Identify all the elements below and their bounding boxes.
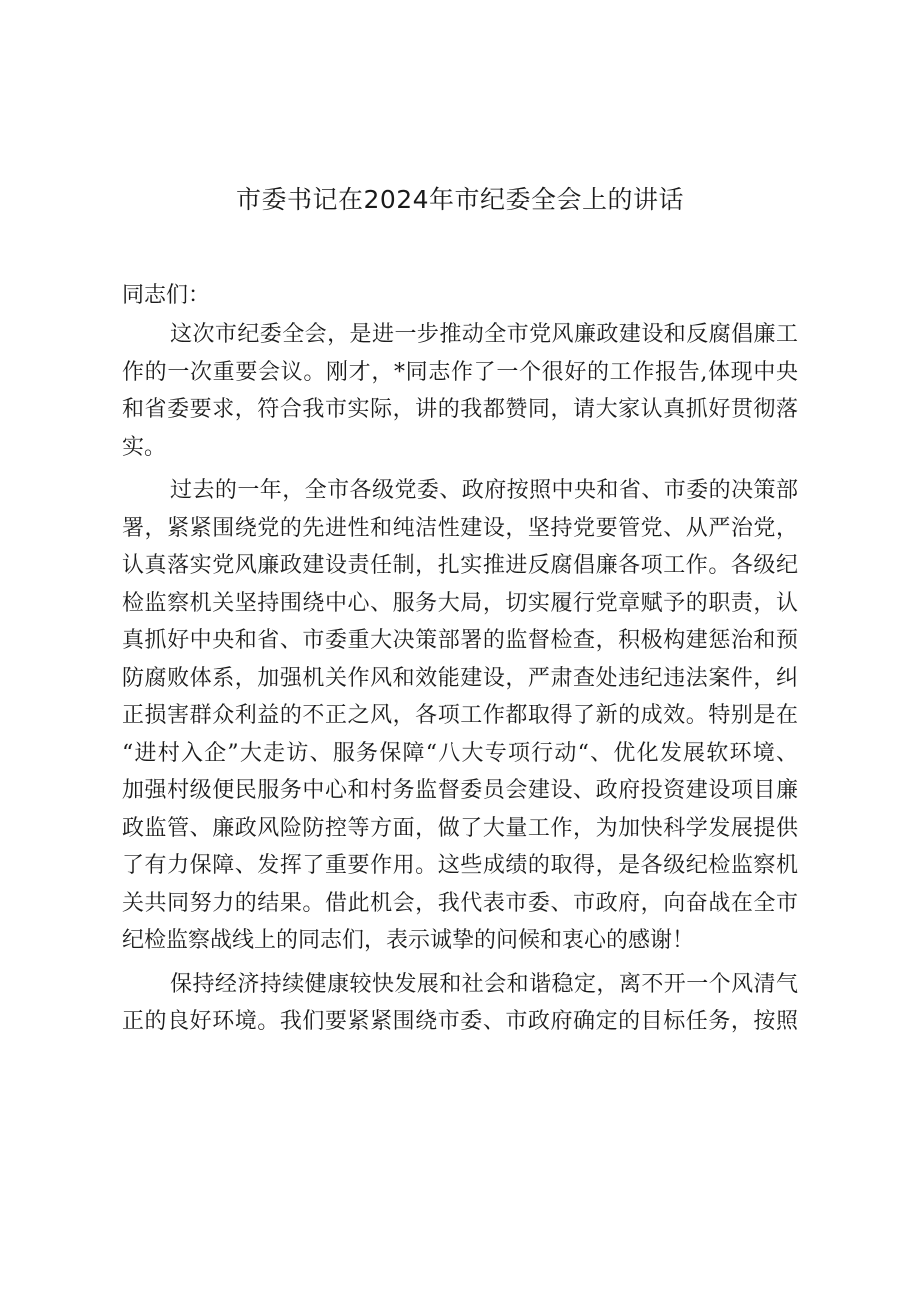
salutation: 同志们： <box>122 283 211 308</box>
paragraph-line: 加强村级便民服务中心和村务监督委员会建设、政府投资建设项目廉 <box>122 778 798 803</box>
paragraph-line: 正的良好环境。我们要紧紧围绕市委、市政府确定的目标任务，按照 <box>122 1009 798 1034</box>
paragraph-line: 关共同努力的结果。借此机会，我代表市委、市政府，向奋战在全市 <box>122 890 798 916</box>
paragraph-3 <box>122 966 798 1041</box>
paragraph-line: 纪检监察战线上的同志们，表示诚挚的问候和衷心的感谢！ <box>122 928 695 953</box>
paragraph-line: 这次市纪委全会，是进一步推动全市党风廉政建设和反腐倡廉工 <box>170 322 798 347</box>
paragraph-line: 保持经济持续健康较快发展和社会和谐稳定，离不开一个风清气 <box>170 971 798 997</box>
paragraph-line: 和省委要求，符合我市实际，讲的我都赞同，请大家认真抓好贯彻落 <box>122 397 798 422</box>
paragraph-line: 防腐败体系，加强机关作风和效能建设，严肃查处违纪违法案件，纠 <box>122 665 798 691</box>
paragraph-line: 署，紧紧围绕党的先进性和纯洁性建设，坚持党要管党、从严治党， <box>122 515 798 541</box>
paragraph-2 <box>122 472 798 960</box>
paragraph-line: 正损害群众利益的不正之风，各项工作都取得了新的成效。特别是在 <box>122 703 798 728</box>
paragraph-line: 政监管、廉政风险防控等方面，做了大量工作，为加快科学发展提供 <box>122 815 798 841</box>
paragraph-1 <box>122 316 798 466</box>
document-title: 市委书记在2024年市纪委全会上的讲话 <box>235 185 685 214</box>
paragraph-line: 认真落实党风廉政建设责任制，扎实推进反腐倡廉各项工作。各级纪 <box>122 553 798 578</box>
paragraph-line: 作的一次重要会议。刚才，*同志作了一个很好的工作报告,体现中央 <box>122 359 798 385</box>
paragraph-line: 了有力保障、发挥了重要作用。这些成绩的取得，是各级纪检监察机 <box>122 853 798 878</box>
paragraph-line: 真抓好中央和省、市委重大决策部署的监督检查，积极构建惩治和预 <box>122 628 798 653</box>
paragraph-line: “进村入企”大走访、服务保障“八大专项行动“、优化发展软环境、 <box>122 740 798 766</box>
paragraph-line: 实。 <box>122 434 167 460</box>
paragraph-line: 检监察机关坚持围绕中心、服务大局，切实履行党章赋予的职责，认 <box>122 590 798 616</box>
document-body <box>122 276 798 1047</box>
paragraph-line: 过去的一年，全市各级党委、政府按照中央和省、市委的决策部 <box>170 478 798 503</box>
